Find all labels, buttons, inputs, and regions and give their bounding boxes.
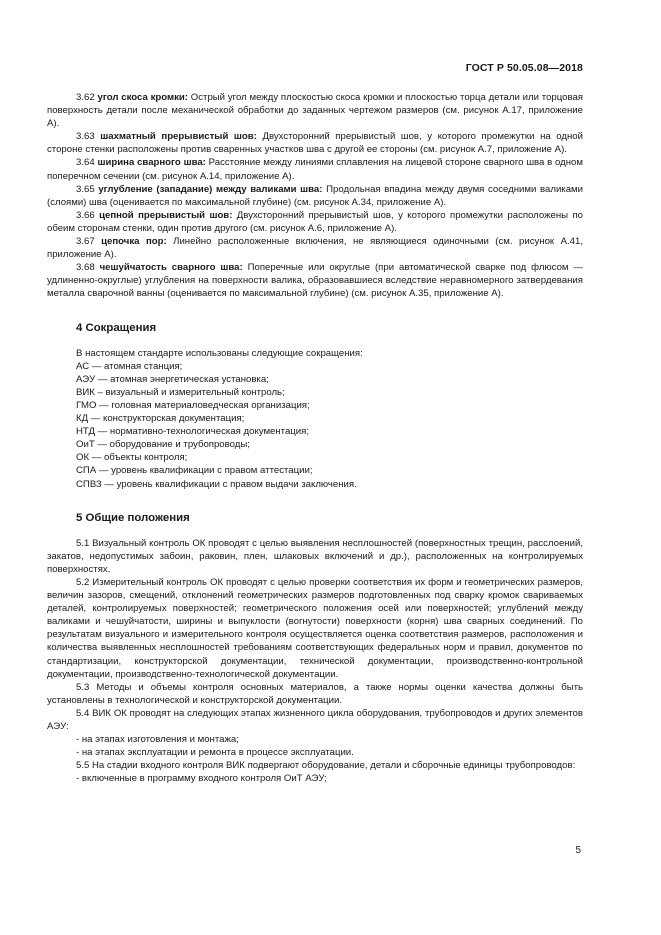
abbreviation-item: ВИК – визуальный и измерительный контроль;	[76, 386, 285, 398]
paragraph-5-4: 5.4 ВИК ОК проводят на следующих этапах жизненного цикла оборудования, трубопроводов и других элементов АЭУ:	[47, 707, 583, 733]
abbreviations-intro: В настоящем стандарте использованы следующие сокращения:	[76, 347, 363, 359]
definition-term: угол скоса кромки:	[97, 92, 188, 103]
section-4-title: 4 Сокращения	[76, 321, 157, 334]
definition-3-68: 3.68 чешуйчатость сварного шва: Поперечные или округлые (при автоматической сварке под флюсом — удлиненно-округлые) углубления на поверхности валика, образовавшиеся вследствие неравномерного затвердевания металла сварочной ванны (оценивается по максимальной глубине) (см. рисунок А.35, приложение А).	[47, 262, 584, 300]
definition-term: ширина сварного шва:	[97, 157, 206, 169]
abbreviation-item: АЭУ — атомная энергетическая установка;	[76, 373, 269, 385]
definition-term: цепочка пор:	[101, 236, 167, 248]
abbreviation-item: ОК — объекты контроля;	[76, 452, 188, 464]
definition-3-62: 3.62 угол скоса кромки: Острый угол между плоскостью скоса кромки и плоскостью торца детали или торцовая поверхность детали после механической обработки до заданных чертежом размеров (см. рисунок А.17, приложение А).	[47, 92, 583, 130]
section-5-title: 5 Общие положения	[76, 511, 190, 524]
abbreviation-item: СПВЗ — уровень квалификации с правом выдачи заключения.	[76, 478, 357, 490]
document-body	[47, 91, 583, 786]
abbreviation-item: КД — конструкторская документация;	[76, 413, 245, 425]
list-item: - включенные в программу входного контроля ОиТ АЭУ;	[76, 773, 327, 785]
paragraph-5-3: 5.3 Методы и объемы контроля основных материалов, а также нормы оценки качества должны быть установлены в технологической и конструкторской документации.	[47, 681, 583, 706]
definition-3-66: 3.66 цепной прерывистый шов: Двухсторонний прерывистый шов, у которого промежутки расположены по обеим сторонам стенки, один против другого (см. рисунок А.6, приложение А).	[47, 209, 583, 234]
abbreviation-item: АС — атомная станция;	[76, 360, 183, 372]
abbreviation-item: НТД — нормативно-технологическая документация;	[76, 426, 310, 438]
abbreviation-item: ГМО — головная материаловедческая организация;	[76, 399, 310, 411]
paragraph-5-5: 5.5 На стадии входного контроля ВИК подвергают оборудование, детали и сборочные единицы трубопроводов:	[76, 760, 576, 772]
paragraph-5-1: 5.1 Визуальный контроль ОК проводят с целью выявления несплошностей (поверхностных трещин, расслоений, закатов, недопустимых забоин, раковин, плен, шлаковых включений и др.), расположенных на контролируемых поверхностях.	[47, 537, 583, 575]
paragraph-5-2: 5.2 Измерительный контроль ОК проводят с целью проверки соответствия их форм и геометрических размеров, величин зазоров, смещений, отклонений геометрических размеров подготовленных под сварку кромок свариваемых деталей, контролируемых поверхностей; геометрического положения осей или поверхностей; углублений между валиками и чешуйчатости, ширины и выпуклости (вогнутости) поверхности (корня) шва сварных соединений. По результатам визуального и измерительного контроля осуществляется оценка соответствия размеров, расположения и количества выявленных несплошностей требованиям соответствующих федеральных норм и правил, документов по стандартизации, конструкторской документации, технической документации, производственно-контрольной документации, производственно-технологической документации.	[47, 577, 583, 680]
definition-3-65: 3.65 углубление (западание) между валиками шва: Продольная впадина между двумя соседними валиками (слоями) шва (оценивается по максимальной глубине) (см. рисунок А.34, приложение А).	[47, 183, 583, 208]
definition-term: шахматный прерывистый шов:	[100, 131, 257, 143]
definition-3-64: 3.64 ширина сварного шва: Расстояние между линиями сплавления на лицевой стороне сварного шва в одном поперечном сечении (см. рисунок А.14, приложение А).	[47, 157, 583, 182]
definition-term: чешуйчатость сварного шва:	[99, 262, 243, 274]
definition-term: цепной прерывистый шов:	[99, 209, 233, 221]
definition-3-67: 3.67 цепочка пор: Линейно расположенные включения, не являющиеся одиночными (см. рисунок А.41, приложение А).	[47, 236, 583, 261]
list-item: - на этапах эксплуатации и ремонта в процессе эксплуатации.	[76, 747, 354, 759]
abbreviation-item: ОиТ — оборудование и трубопроводы;	[76, 439, 250, 451]
definition-3-63: 3.63 шахматный прерывистый шов: Двухсторонний прерывистый шов, у которого промежутки на одной стороне стенки расположены против сваренных участков шва с другой ее стороны (см. рисунок А.7, приложение А).	[47, 131, 583, 156]
page-number: 5	[575, 845, 581, 856]
definition-term: углубление (западание) между валиками шва:	[98, 183, 323, 195]
list-item: - на этапах изготовления и монтажа;	[76, 734, 239, 746]
document-header: ГОСТ Р 50.05.08—2018	[465, 62, 583, 74]
abbreviation-item: СПА — уровень квалификации с правом аттестации;	[76, 465, 313, 477]
